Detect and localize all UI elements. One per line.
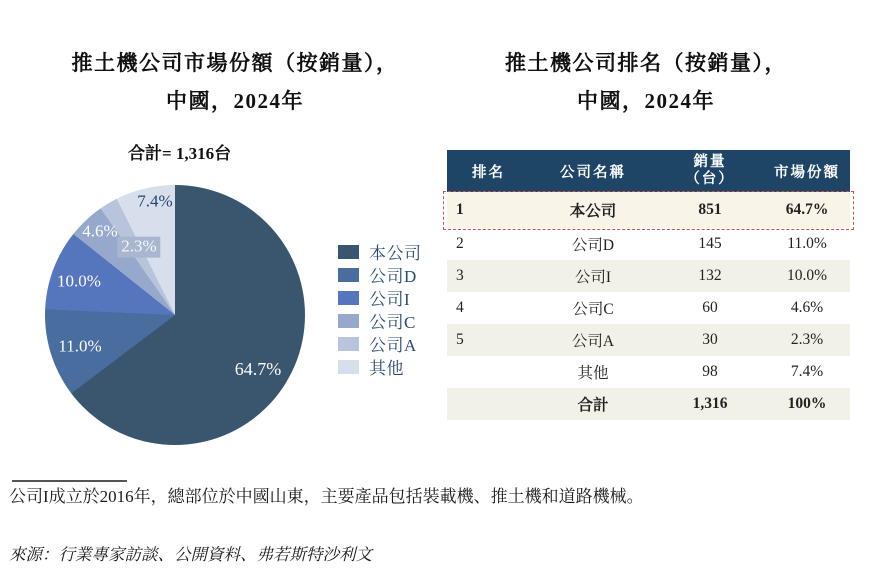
- cell-units: 851: [698, 201, 722, 218]
- cell-share: 100%: [787, 395, 827, 412]
- legend-color-swatch: [338, 245, 359, 259]
- table-row: [447, 260, 850, 292]
- col-header-share: 市場份額: [774, 164, 840, 181]
- legend-item: [338, 263, 422, 286]
- pie-chart-title-line1: 推土機公司市場份額（按銷量），: [71, 51, 399, 75]
- ranking-table: [447, 150, 850, 420]
- legend-label: 公司C: [369, 313, 416, 332]
- ranking-table-title-line2: 中國，2024年: [577, 89, 715, 113]
- ranking-table-title: [440, 44, 852, 120]
- cell-rank: 5: [456, 331, 464, 348]
- pie-legend: [338, 240, 422, 378]
- cell-share: 7.4%: [790, 363, 824, 380]
- cell-units: 1,316: [692, 395, 728, 412]
- legend-item: [338, 355, 422, 378]
- ranking-table-title-line1: 推土機公司排名（按銷量），: [505, 51, 787, 75]
- pie-slice-label-companyA: 2.3%: [117, 237, 160, 258]
- cell-company: 合計: [577, 397, 609, 414]
- legend-item: [338, 286, 422, 309]
- table-row: [447, 324, 850, 356]
- cell-share: 64.7%: [785, 201, 829, 218]
- source-text: 來源：行業專家訪談、公開資料、弗若斯特沙利文: [9, 545, 372, 564]
- footnote-divider: [12, 480, 127, 482]
- cell-units: 98: [702, 363, 718, 380]
- legend-label: 公司A: [369, 336, 417, 355]
- pie-chart-title: [35, 44, 435, 120]
- legend-item: [338, 332, 422, 355]
- legend-label: 公司I: [369, 290, 411, 309]
- table-row: [447, 356, 850, 388]
- cell-rank: 1: [456, 201, 464, 218]
- cell-units: 30: [702, 331, 718, 348]
- pie-chart-title-line2: 中國，2024年: [166, 89, 304, 113]
- legend-color-swatch: [338, 291, 359, 305]
- cell-units: 145: [698, 235, 722, 252]
- legend-label: 本公司: [369, 244, 422, 263]
- pie-slice-label-companyD: 11.0%: [58, 336, 102, 356]
- legend-color-swatch: [338, 268, 359, 282]
- cell-rank: 3: [456, 267, 464, 284]
- cell-units: 132: [698, 267, 722, 284]
- table-row: [447, 292, 850, 324]
- table-row: [447, 228, 850, 260]
- pie-slice-label-company: 64.7%: [234, 359, 282, 380]
- footnote-text: 公司I成立於2016年，總部位於中國山東，主要產品包括裝載機、推土機和道路機械。: [9, 487, 644, 506]
- cell-rank: 4: [456, 299, 464, 316]
- cell-company: 其他: [577, 365, 609, 382]
- cell-company: 公司I: [574, 269, 612, 286]
- col-header-units-line1: 銷量: [693, 154, 727, 170]
- cell-company: 公司C: [572, 301, 614, 318]
- col-header-units-line2: （台）: [685, 171, 735, 187]
- cell-share: 4.6%: [790, 299, 824, 316]
- legend-color-swatch: [338, 314, 359, 328]
- table-row: [447, 388, 850, 420]
- legend-item: [338, 309, 422, 332]
- cell-company: 本公司: [569, 203, 617, 220]
- pie-chart-area: [45, 185, 305, 445]
- legend-color-swatch: [338, 360, 359, 374]
- cell-share: 11.0%: [787, 235, 827, 252]
- cell-rank: 2: [456, 235, 464, 252]
- legend-item: [338, 240, 422, 263]
- cell-company: 公司D: [571, 237, 615, 254]
- pie-slice-label-companyI: 10.0%: [57, 271, 101, 291]
- cell-units: 60: [702, 299, 718, 316]
- pie-total-label: 合計= 1,316台: [128, 144, 232, 163]
- pie-slice-label-companyC: 4.6%: [82, 221, 118, 241]
- legend-color-swatch: [338, 337, 359, 351]
- cell-company: 公司A: [571, 333, 615, 350]
- cell-share: 2.3%: [790, 331, 824, 348]
- cell-share: 10.0%: [786, 267, 828, 284]
- legend-label: 公司D: [369, 267, 417, 286]
- col-header-company: 公司名稱: [560, 164, 626, 181]
- col-header-rank: 排名: [472, 164, 505, 181]
- col-header-units: [656, 154, 764, 188]
- legend-label: 其他: [369, 359, 404, 378]
- table-body: [447, 192, 850, 420]
- table-row: [447, 192, 850, 228]
- pie-slice-label-others: 7.4%: [137, 191, 173, 211]
- table-header-row: [447, 150, 850, 192]
